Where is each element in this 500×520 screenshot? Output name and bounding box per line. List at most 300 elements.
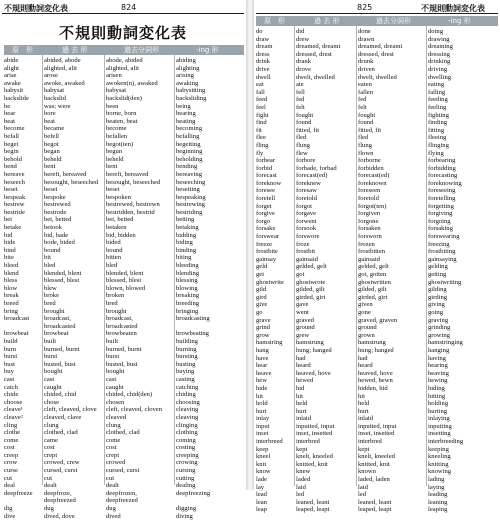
past-participle-cell: chided, chid(den) [106,391,153,399]
ing-form-cell: dwelling [428,73,452,81]
past-form-cell: forbore [296,157,316,165]
table-row [256,172,498,180]
past-form-cell: forwent [296,217,317,225]
ing-form-cell: blowing [176,284,198,292]
base-form-cell: beset [4,186,18,194]
left-page [0,0,246,520]
table-row [256,203,498,211]
ing-form-cell: laying [428,483,445,491]
past-form-cell: knew [296,468,311,476]
table-row [4,254,244,262]
past-participle-cell: heaved, hove [358,369,393,377]
past-participle-cell: befallen [106,132,128,140]
past-participle-cell: forecast(ed) [358,172,390,180]
left-column-header [4,45,244,55]
past-form-cell: befell [44,132,60,140]
table-row [4,490,244,498]
ing-form-cell: drinking [428,58,451,66]
table-row [256,491,498,499]
past-form-cell: arose [44,72,58,80]
base-form-cell: ghostwrite [256,278,284,286]
ing-form-cell: kneeling [428,453,451,461]
table-row [256,225,498,233]
past-form-cell: flung [296,141,310,149]
ing-form-cell: getting [428,271,447,278]
ing-form-cell: being [176,102,191,110]
table-row [256,241,498,249]
table-row [256,28,498,36]
table-row [4,459,244,467]
past-form-cell: clothed, clad [44,429,78,437]
past-form-cell: clung [44,421,59,429]
table-row [4,125,244,133]
table-row [256,96,498,104]
base-form-cell: gird [256,293,267,301]
base-form-cell: backslide [4,94,29,102]
table-row [256,127,498,135]
table-row [4,118,244,126]
ing-form-cell: forgetting [428,202,454,210]
base-form-cell: bereave [4,170,25,178]
ing-form-cell: coming [176,436,196,444]
past-participle-cell: leaped, leapt [358,506,392,514]
table-row [4,194,244,202]
past-participle-cell: built [106,337,119,345]
base-form-cell: burn [4,345,17,353]
base-form-cell: interbreed [256,438,283,446]
past-form-cell: busted, bust [44,360,76,368]
base-form-cell: bid [4,231,13,239]
table-row [256,233,498,241]
base-form-cell: alight [4,64,20,72]
past-form-cell: built [44,337,57,345]
table-row [256,438,498,446]
ing-form-cell: crowing [176,459,198,467]
base-form-cell: cling [4,421,18,429]
base-form-cell: dress [256,50,270,58]
base-form-cell: beseech [4,178,25,186]
past-participle-cell: blown, blowed [106,284,146,292]
table-row [256,142,498,150]
table-row [4,437,244,445]
table-row [4,376,244,384]
table-row [256,377,498,385]
past-participle-cell: crowed [106,459,126,467]
base-form-cell: be [4,102,11,110]
ing-form-cell: driving [428,65,448,73]
table-row [256,332,498,340]
base-form-cell: draw [256,35,270,43]
table-row [256,74,498,82]
table-row [256,362,498,370]
past-participle-cell: dealt [106,482,119,490]
table-row [4,444,244,452]
past-form-cell: backslid [44,94,66,102]
table-row [256,150,498,158]
table-row [4,103,244,111]
ing-form-cell: inputting [428,422,452,430]
table-row [256,81,498,89]
ing-form-cell: hurting [428,407,448,415]
base-form-cell: hew [256,377,267,385]
past-form-cell: froze [296,240,310,248]
table-row [4,87,244,95]
right-running-title: 不規則動詞変化表 [421,4,485,13]
past-form-cell: bode, bided [44,239,75,247]
past-participle-cell: bespoken [106,193,131,201]
table-row [256,195,498,203]
past-participle-cell: ground [358,324,377,332]
ing-form-cell: growing [428,331,450,339]
past-form-cell: deepfreezed [44,497,76,505]
table-row [4,57,244,65]
past-participle-cell: fought [358,111,376,119]
ing-form-cell: dealing [176,482,196,490]
past-participle-cell: gone [358,308,371,316]
ing-form-cell: beating [176,117,196,125]
ing-form-cell: foreknowing [428,179,462,187]
table-row [256,165,498,173]
base-form-cell: clothe [4,429,21,437]
past-form-cell: beset [44,186,58,194]
past-form-cell: held [296,400,308,408]
base-form-cell: bless [4,277,18,285]
table-row [4,133,244,141]
right-page [254,0,500,514]
base-form-cell: bleed [4,262,19,270]
past-participle-cell: knelt, kneeled [358,453,395,461]
past-participle-cell: come [106,436,121,444]
base-form-cell: bestride [4,208,25,216]
past-form-cell: chided, chid [44,391,77,399]
table-row [256,430,498,438]
past-form-cell: gave [296,301,309,309]
ing-form-cell: clothing [176,429,198,437]
past-form-cell: fled [296,134,307,142]
base-form-cell: bear [4,110,16,118]
past-form-cell: hurt [296,407,307,415]
table-row [256,347,498,355]
ing-form-cell: binding [176,246,197,254]
past-form-cell: crept [44,451,58,459]
past-form-cell: bent [44,163,56,171]
past-form-cell: fitted, fit [296,126,320,134]
base-form-cell: come [4,436,19,444]
past-form-cell: bred [44,300,56,307]
base-form-cell: forbear [256,157,276,165]
base-form-cell: fit [256,126,262,134]
past-participle-cell: gilded, gilt [358,286,387,294]
table-row [4,232,244,240]
base-form-cell: chide [4,391,19,399]
past-form-cell: besought, beseeched [44,178,99,186]
past-form-cell: blessed, blest [44,277,80,285]
past-participle-cell: frozen [358,240,375,248]
base-form-cell: become [4,125,25,133]
ing-form-cell: bringing [176,307,199,315]
past-form-cell: did [296,28,305,35]
ing-form-cell: betaking [176,224,199,232]
past-participle-cell: forsworn [358,233,382,241]
table-row [4,406,244,414]
past-participle-cell: known [358,468,376,476]
past-participle-cell: heard [358,362,373,370]
base-form-cell: lean [256,498,267,506]
table-row [4,384,244,392]
ing-form-cell: cursing [176,467,196,475]
base-form-cell: cast [4,375,15,383]
left-verb-table [4,57,244,520]
past-form-cell: bit [44,254,51,262]
table-row [256,506,498,514]
past-form-cell: frostbit [296,248,316,256]
past-form-cell: foresaw [296,187,317,195]
past-form-cell: dived, dove [44,512,75,520]
past-form-cell: deepfroze, [44,489,72,497]
base-form-cell: dream [256,43,273,51]
ing-form-cell: hiding [428,384,445,392]
past-participle-cell: borne, born [106,110,137,118]
past-form-cell: burned, burnt [44,345,80,353]
ing-form-cell: catching [176,383,199,391]
past-participle-cell: become [106,125,127,133]
past-form-cell: dug [44,505,54,513]
past-participle-cell: fled [358,134,369,142]
ing-form-cell: gainsaying [428,255,457,263]
base-form-cell: forsake [256,225,276,233]
past-form-cell: foreknew [296,179,321,187]
past-participle-cell: clothed, clad [106,429,140,437]
ing-form-cell: hearing [428,362,448,370]
past-participle-cell: been [106,102,119,110]
base-form-cell: freeze [256,240,273,248]
ing-form-cell: insetting [428,430,451,438]
ing-form-cell: lading [428,476,445,484]
past-form-cell: bestrode [44,208,67,216]
ing-form-cell: abiding [176,57,196,64]
past-form-cell: heaved, hove [296,369,331,377]
past-form-cell: heard [296,362,311,370]
table-row [256,157,498,165]
base-form-cell: forgive [256,210,275,218]
ing-form-cell: flinging [428,141,449,149]
table-row [4,308,244,316]
ing-form-cell: gelding [428,263,448,271]
table-row [256,58,498,66]
ing-form-cell: going [428,308,444,316]
past-participle-cell: arisen [106,72,122,80]
table-row [256,36,498,44]
ing-form-cell: falling [428,88,446,96]
past-participle-cell: bought [106,368,125,376]
past-participle-cell: gelded, gelt [358,263,389,271]
base-form-cell: heave [256,369,272,377]
table-row [256,104,498,112]
base-form-cell: give [256,301,268,309]
table-row [256,279,498,287]
base-form-cell: have [256,354,269,362]
past-form-cell: bore [44,110,56,118]
past-form-cell: ground [296,324,315,332]
ing-form-cell: forswearing [428,233,460,241]
past-participle-cell: broadcast, [106,315,133,323]
past-participle-cell: broken [106,292,125,300]
table-row [256,301,498,309]
table-row [256,119,498,127]
past-form-cell: grew [296,331,310,339]
table-row [4,209,244,217]
table-row [4,513,244,520]
past-form-cell: went [296,308,309,316]
ing-form-cell: hamstringing [428,339,463,347]
ing-form-cell: having [428,354,446,362]
base-form-cell: find [256,119,267,127]
ing-form-cell: leaning [428,498,448,506]
right-page-number: 825 [357,3,373,12]
table-row [4,262,244,270]
past-participle-cell: interbred [358,438,382,446]
base-form-cell: hurt [256,407,267,415]
base-form-cell: fall [256,88,265,96]
past-participle-cell: bred [106,300,118,307]
past-form-cell: forswore [296,233,320,241]
past-form-cell: interbred [296,438,320,446]
table-row [4,270,244,278]
past-form-cell: ghostwrote [296,278,326,286]
ing-form-cell: alighting [176,64,200,72]
past-participle-cell: forbidden [358,164,384,172]
ing-form-cell: casting [176,375,195,383]
past-form-cell: hid [296,384,305,392]
past-participle-cell: bled [106,262,118,270]
past-participle-cell: drawn [358,35,375,43]
base-form-cell: deal [4,482,15,490]
past-participle-cell: bestrewed, bestrewn [106,201,160,209]
past-form-cell: foretold [296,195,317,203]
base-form-cell: flee [256,134,266,142]
ing-form-cell: leading [428,491,448,499]
past-form-cell: bought [44,368,63,376]
past-form-cell: hung; hanged [296,346,332,354]
ing-form-cell: knowing [428,468,452,476]
base-form-cell: grave [256,316,271,324]
base-form-cell: breed [4,300,19,307]
base-form-cell: foretell [256,195,276,203]
ing-form-cell: babysitting [176,87,206,95]
past-participle-cell: bet, betted [106,216,134,224]
past-participle-cell: ghostwritten [358,278,391,286]
ing-form-cell: broadcasting [176,315,210,323]
base-form-cell: geld [256,263,268,271]
base-form-cell: keep [256,445,269,453]
past-form-cell: became [44,125,65,133]
past-form-cell: fought [296,111,314,119]
table-row [256,66,498,74]
base-form-cell: cost [4,444,15,452]
ing-form-cell: becoming [176,125,203,133]
base-form-cell: bust [4,360,15,368]
table-row [256,393,498,401]
base-form-cell: beat [4,117,15,125]
past-form-cell: betook [44,224,62,232]
base-form-cell: bite [4,254,14,262]
table-main-title: 不規則動詞変化表 [58,24,187,42]
left-running-title: 不規則動詞変化表 [4,4,68,13]
table-row [256,476,498,484]
past-participle-cell: got, gotten [358,271,387,278]
past-participle-cell: browbeaten [106,330,137,338]
ing-form-cell: choosing [176,398,200,406]
base-form-cell: hear [256,362,268,370]
base-form-cell: dwell [256,73,271,81]
past-participle-cell: bent [106,163,118,171]
past-participle-cell: chosen [106,398,125,406]
base-form-cell: cut [4,474,13,482]
ing-form-cell: leaping [428,506,448,514]
base-form-cell: feel [256,103,266,111]
past-participle-cell: done [358,28,371,35]
past-participle-cell: babysat [106,87,127,95]
past-participle-cell: felt [358,103,367,111]
ing-form-cell: cutting [176,474,195,482]
ing-form-cell: bleeding [176,262,199,270]
past-participle-cell: led [358,491,367,499]
table-row [4,163,244,171]
base-form-cell: drive [256,65,270,73]
past-participle-cell: forgiven [358,210,381,218]
ing-form-cell: inlaying [428,415,450,423]
past-participle-cell: brought [106,307,127,315]
past-participle-cell: beset [106,186,120,194]
table-row [4,315,244,323]
past-form-cell: awoke, awaked [44,79,85,87]
past-form-cell: hewed [296,377,314,385]
table-row [256,89,498,97]
past-participle-cell: hidden, hid [358,384,388,392]
ing-form-cell: forbearing [428,157,456,165]
past-form-cell: knelt, kneeled [296,453,333,461]
base-form-cell: do [256,28,263,35]
base-form-cell: forswear [256,233,280,241]
ing-form-cell: bidding [176,231,197,239]
base-form-cell: eat [256,81,264,89]
table-row [4,277,244,285]
base-form-cell: befall [4,132,20,140]
past-form-cell: bestrewed [44,201,71,209]
past-form-cell: drove [296,65,312,73]
base-form-cell: burst [4,353,18,361]
base-form-cell: gild [256,286,267,294]
ing-form-cell: forgoing [428,217,451,225]
base-form-cell: browbeat [4,330,29,338]
base-form-cell: inset [256,430,269,438]
base-form-cell: cleave² [4,413,23,421]
base-form-cell: bespeak [4,193,26,201]
ing-form-cell: costing [176,444,196,452]
past-form-cell: felt [296,103,305,111]
past-form-cell: dressed, drest [296,50,332,58]
base-form-cell: dive [4,512,16,520]
base-form-cell: blow [4,284,18,292]
base-form-cell: curse [4,467,18,475]
past-form-cell: forgave [296,210,317,218]
base-form-cell: frostbite [256,248,278,256]
past-participle-cell: girded, girt [358,293,388,301]
table-row [4,292,244,300]
past-form-cell: chose [44,398,60,406]
past-participle-cell: broadcasted [106,322,138,330]
table-row [4,285,244,293]
